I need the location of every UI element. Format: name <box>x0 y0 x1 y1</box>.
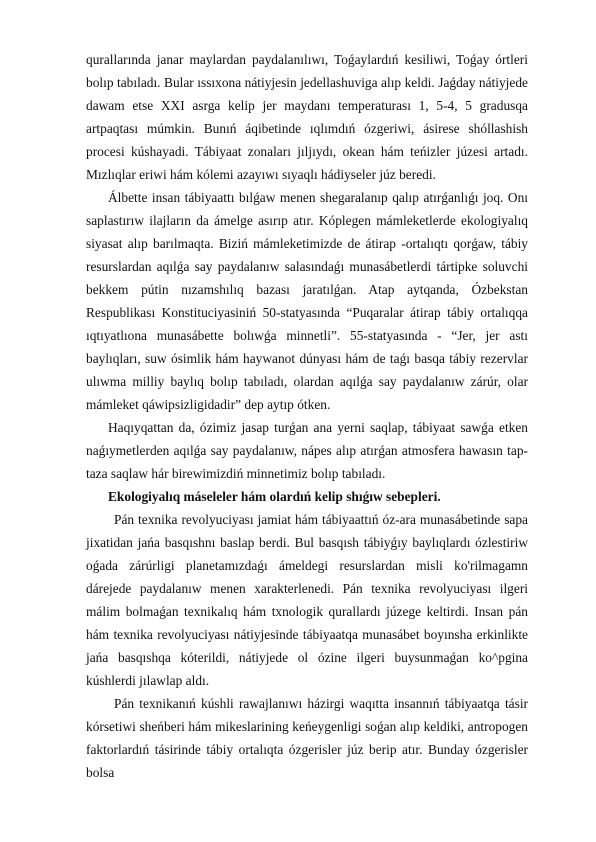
paragraph-civic-duty: Haqıyqattan da, ózimiz jasap turǵan ana yerni saqlap, tábiyaat sawǵa etken naǵıymetlerden aqılǵa say paydalanıw, nápes alıp atırǵan atmosfera hawasın tap-taza saqlaw hár birewimizdiń minnetimiz bolıp tabıladı. <box>86 420 528 481</box>
paragraph-anthropogenic-factors: Pán texnikanıń kúshli rawajlanıwı házirgi waqıtta insannıń tábiyaatqa tásir kórsetiwi sheńberi hám mikeslarining keńeygenligi soǵan alıp keldiki, antropogen faktorlardıń tásirinde tábiy ortalıqta ózgerisler júz berip atır. Bunday ózgerisler bolsa <box>86 696 528 780</box>
section-heading: Ekologiyalıq máseleler hám olardıń kelip shıǵıw sebepleri. <box>108 489 441 504</box>
paragraph-environmental-policy: Álbette insan tábiyaattı bılǵaw menen shegaralanıp qalıp atırǵanlıǵı joq. Onı saplastırıw ilajların da ámelge asırıp atır. Kóplegen mámleketlerde ekologiyalıq siyasat alıp barılmaqta. Biziń mámleketimizde de átirap -ortalıqtı qorǵaw, tábiy resurslardan aqılǵa say paydalanıw salasındaǵı munasábetlerdi tártipke soluvchi bekkem pútin nızamshılıq bazası jaratılǵan. Atap aytqanda, Ózbekstan Respublikası Konstituciyasiniń 50-statyasında “Puqaralar átirap tábiy ortalıqqa ıqtıyatlıona munasábette bolıwǵa minnetli”. 55-statyasında - “Jer, jer astı baylıqları, suw ósimlik hám haywanot dúnyası hám de taǵı basqa tábiy rezervlar ulıwma milliy baylıq bolıp tabıladı, olardan aqılǵa say paydalanıw zárúr, olar mámleket qáwipsizligidadir” dep aytıp ótken. <box>86 190 528 412</box>
paragraph-tech-revolution: Pán texnika revolyuciyası jamiat hám tábiyaattıń óz-ara munasábetinde sapa jixatidan jańa basqıshnı baslap berdi. Bul basqısh tábiyǵıy baylıqlardı ózlestiriw oǵada zárúrligi planetamızdaǵı ámeldegi resurslardan misli ko'rilmagamn dárejede paydalanıw menen xarakterlenedi. Pán texnika revolyuciyası ilgeri málim bolmaǵan texnikalıq hám txnologik qurallardı júzege keltirdi. Insan pán hám texnika revolyuciyası nátiyjesinde tábiyaatqa munasábet boyınsha erkinlikte jańa basqıshqa kóterildi, nátiyjede ol ózine ilgeri buysunmaǵan ko^pgina kúshlerdi jılawlap aldı. <box>86 512 528 688</box>
paragraph-greenhouse-effects: qurallarında janar maylardan paydalanılıwı, Toǵaylardıń kesiliwi, Toǵay órtleri bolıp tabıladı. Bular ıssıxona nátiyjesin jedellashuviga alıp keldi. Jaǵday nátiyjede dawam etse XXI asrga kelip jer maydanı temperaturası 1, 5-4, 5 gradusqa artpaqtası múmkin. Bunıń áqibetinde ıqlımdıń ózgeriwi, ásirese shóllashish procesi kúshayadi. Tábiyaat zonaları jıljıydı, okean hám teńizler júzesi artadı. Mızlıqlar eriwi hám kólemi azayıwı sıyaqlı hádiyseler júz beredi. <box>86 52 528 182</box>
document-page <box>86 48 528 784</box>
